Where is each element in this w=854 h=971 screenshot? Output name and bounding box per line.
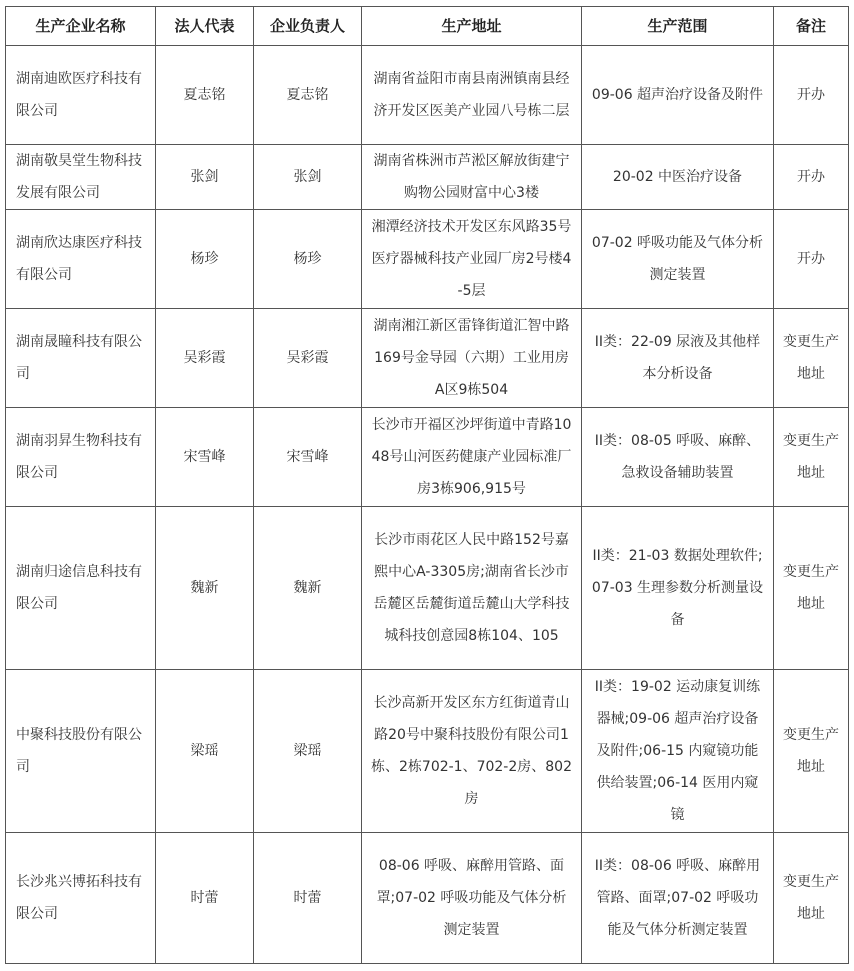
remark-cell: 开办 [774, 210, 849, 309]
company-cell: 湖南欣达康医疗科技有限公司 [6, 210, 156, 309]
address-cell: 长沙市开福区沙坪街道中青路1048号山河医药健康产业园标准厂房3栋906,915号 [362, 408, 582, 507]
table-row [6, 210, 849, 309]
legal-rep-cell: 时蕾 [156, 833, 254, 964]
head-cell: 魏新 [254, 507, 362, 670]
address-cell: 长沙高新开发区东方红街道青山路20号中聚科技股份有限公司1栋、2栋702-1、702-2房、802房 [362, 670, 582, 833]
enterprise-table [5, 6, 849, 964]
header-scope: 生产范围 [582, 7, 774, 46]
table-row [6, 46, 849, 145]
address-cell: 湖南省株洲市芦淞区解放街建宁购物公园财富中心3楼 [362, 145, 582, 210]
legal-rep-cell: 宋雪峰 [156, 408, 254, 507]
legal-rep-cell: 吴彩霞 [156, 309, 254, 408]
table-row [6, 833, 849, 964]
company-cell: 湖南晟瞳科技有限公司 [6, 309, 156, 408]
scope-cell: 09-06 超声治疗设备及附件 [582, 46, 774, 145]
company-cell: 中聚科技股份有限公司 [6, 670, 156, 833]
scope-cell: 07-02 呼吸功能及气体分析测定装置 [582, 210, 774, 309]
company-cell: 湖南迪欧医疗科技有限公司 [6, 46, 156, 145]
scope-cell: II类：08-05 呼吸、麻醉、急救设备辅助装置 [582, 408, 774, 507]
header-head: 企业负责人 [254, 7, 362, 46]
head-cell: 吴彩霞 [254, 309, 362, 408]
table-row [6, 670, 849, 833]
table-row [6, 408, 849, 507]
remark-cell: 变更生产地址 [774, 507, 849, 670]
scope-cell: II类：19-02 运动康复训练器械;09-06 超声治疗设备及附件;06-15 内窥镜功能供给装置;06-14 医用内窥镜 [582, 670, 774, 833]
legal-rep-cell: 张剑 [156, 145, 254, 210]
company-cell: 湖南羽昇生物科技有限公司 [6, 408, 156, 507]
head-cell: 宋雪峰 [254, 408, 362, 507]
address-cell: 湘潭经济技术开发区东风路35号医疗器械科技产业园厂房2号楼4-5层 [362, 210, 582, 309]
head-cell: 张剑 [254, 145, 362, 210]
scope-cell: II类：08-06 呼吸、麻醉用管路、面罩;07-02 呼吸功能及气体分析测定装置 [582, 833, 774, 964]
scope-cell: II类：22-09 尿液及其他样本分析设备 [582, 309, 774, 408]
remark-cell: 变更生产地址 [774, 408, 849, 507]
header-legal-rep: 法人代表 [156, 7, 254, 46]
head-cell: 夏志铭 [254, 46, 362, 145]
legal-rep-cell: 魏新 [156, 507, 254, 670]
header-address: 生产地址 [362, 7, 582, 46]
address-cell: 08-06 呼吸、麻醉用管路、面罩;07-02 呼吸功能及气体分析测定装置 [362, 833, 582, 964]
scope-cell: II类：21-03 数据处理软件;07-03 生理参数分析测量设备 [582, 507, 774, 670]
address-cell: 长沙市雨花区人民中路152号嘉熙中心A-3305房;湖南省长沙市岳麓区岳麓街道岳麓山大学科技城科技创意园8栋104、105 [362, 507, 582, 670]
remark-cell: 变更生产地址 [774, 833, 849, 964]
company-cell: 湖南归途信息科技有限公司 [6, 507, 156, 670]
legal-rep-cell: 杨珍 [156, 210, 254, 309]
head-cell: 时蕾 [254, 833, 362, 964]
head-cell: 杨珍 [254, 210, 362, 309]
header-company: 生产企业名称 [6, 7, 156, 46]
remark-cell: 变更生产地址 [774, 670, 849, 833]
address-cell: 湖南省益阳市南县南洲镇南县经济开发区医美产业园八号栋二层 [362, 46, 582, 145]
legal-rep-cell: 梁瑶 [156, 670, 254, 833]
remark-cell: 变更生产地址 [774, 309, 849, 408]
table-row [6, 507, 849, 670]
table-row [6, 309, 849, 408]
table-row [6, 145, 849, 210]
scope-cell: 20-02 中医治疗设备 [582, 145, 774, 210]
company-cell: 湖南敬昊堂生物科技发展有限公司 [6, 145, 156, 210]
remark-cell: 开办 [774, 145, 849, 210]
header-remark: 备注 [774, 7, 849, 46]
company-cell: 长沙兆兴博拓科技有限公司 [6, 833, 156, 964]
remark-cell: 开办 [774, 46, 849, 145]
header-row [6, 7, 849, 46]
legal-rep-cell: 夏志铭 [156, 46, 254, 145]
address-cell: 湖南湘江新区雷锋街道汇智中路169号金导园（六期）工业用房A区9栋504 [362, 309, 582, 408]
head-cell: 梁瑶 [254, 670, 362, 833]
